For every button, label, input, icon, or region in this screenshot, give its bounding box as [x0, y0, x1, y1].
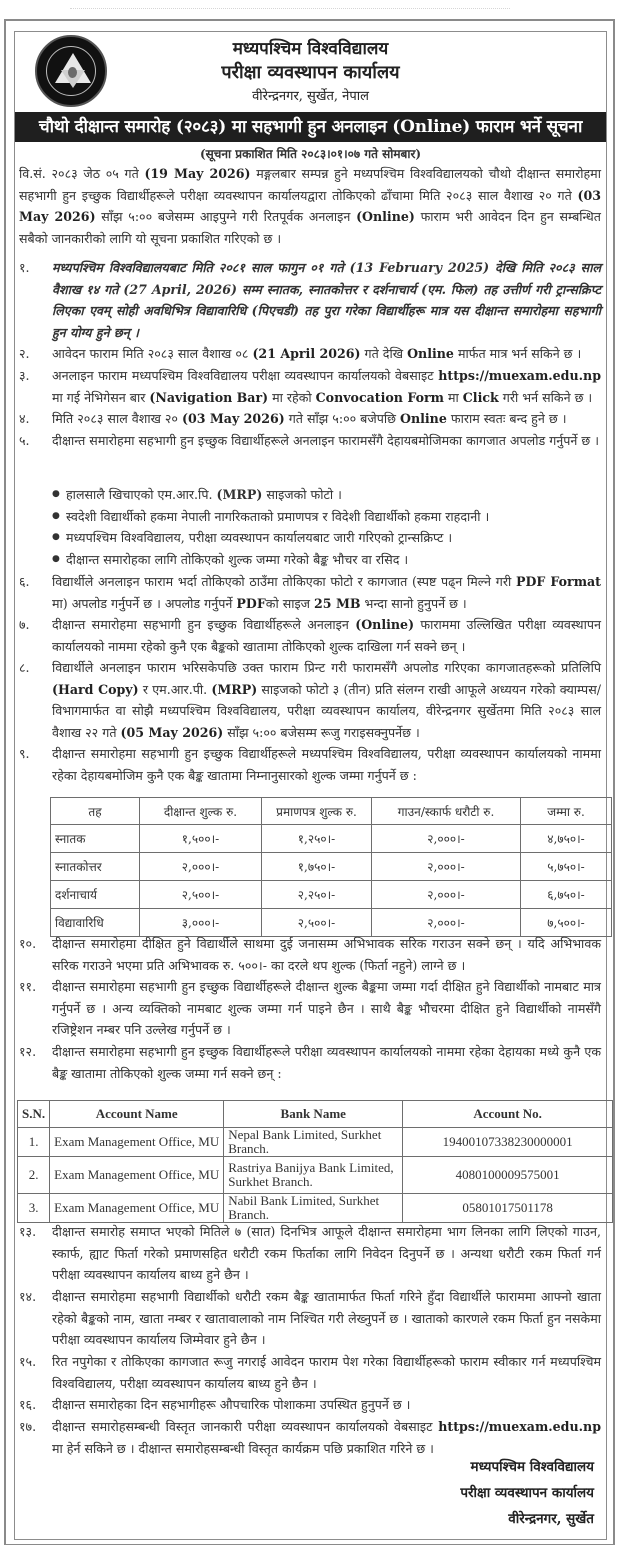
list-item: ८. विद्यार्थीले अनलाइन फाराम भरिसकेपछि उक्त फाराम प्रिन्ट गरी फारामसँगै अपलोड गरिएका कागजातहरूको प्रतिलिपि (Hard Copy) र एम.आर.पी. (MRP) साइजको फोटो ३ (तीन) प्रति संलग्न राखी आफूले अध्ययन गरेको क्याम्पस/विभागमार्फत वा सोझै मध्यपश्चिम विश्वविद्यालय, परीक्षा व्यवस्थापन कार्यालय, वीरेन्द्रनगर सुर्खेतमा मिति २०८३ साल वैशाख २२ गते (05 May 2026) साँझ ५:०० बजेसम्म रूजु गराइसक्नुपर्नेछ । [19, 660, 601, 740]
account-number: 19400107338230000001 [403, 1128, 613, 1157]
list-item: ७. दीक्षान्त समारोहमा सहभागी हुन इच्छुक विद्यार्थीहरूले अनलाइन (Online) फाराममा उल्लिखित परीक्षा व्यवस्थापन कार्यालयको नाममा रहेको कुनै एक बैङ्कको खातामा तोकिएको शुल्क दाखिला गर्न सक्ने छन् । [19, 617, 601, 654]
column-header: S.N. [18, 1101, 50, 1128]
website-link[interactable]: https://muexam.edu.np [438, 1419, 601, 1434]
column-header: प्रमाणपत्र शुल्क रु. [262, 798, 372, 825]
notice-document [14, 31, 607, 1540]
university-name: मध्यपश्चिम विश्वविद्यालय [232, 39, 389, 59]
bullet-item: ● हालसालै खिचाएको एम.आर.पि. (MRP) साइजको फोटो । [52, 484, 602, 506]
notice-header [15, 32, 606, 112]
office-location: वीरेन्द्रनगर, सुर्खेत, नेपाल [252, 89, 369, 104]
list-item: १७. दीक्षान्त समारोहसम्बन्धी विस्तृत जानकारी परीक्षा व्यवस्थापन कार्यालयको वेबसाइट https://muexam.edu.np मा हेर्न सकिने छ । दीक्षान्त समारोहसम्बन्धी विस्तृत कार्यक्रम पछि प्रकाशित गरिने छ । [19, 1419, 601, 1456]
list-item: १. मध्यपश्चिम विश्वविद्यालयबाट मिति २०८१ साल फागुन ०१ गते (13 February 2025) देखि मिति २०८३ साल वैशाख १४ गते (27 April, 2026) सम्म स्नातक, स्नातकोत्तर र दर्शनाचार्य (एम. फिल) तह उत्तीर्ण गरी ट्रान्सक्रिप्ट लिएका एवम् सोही अवधिभित्र विद्यावारिधि (पिएचडी) तह पुरा गरेका विद्यार्थीहरू मात्र यस दीक्षान्त समारोहमा सहभागी हुन योग्य हुने छन् । [19, 260, 601, 340]
list-item: ३. अनलाइन फाराम मध्यपश्चिम विश्वविद्यालय परीक्षा व्यवस्थापन कार्यालयको वेबसाइट https://muexam.edu.np मा गई नेभिगेसन बार (Navigation Bar) मा रहेको Convocation Form मा Click गरी भर्न सकिने छ । [19, 368, 601, 405]
column-header: गाउन/स्कार्फ धरौटी रु. [372, 798, 521, 825]
signature-location: वीरेन्द्रनगर, सुर्खेत [508, 1511, 594, 1527]
required-documents-list [52, 484, 602, 570]
account-number: 05801017501178 [403, 1194, 613, 1223]
table-row: विद्यावारिधि ३,०००।- २,५००।- २,०००।- ७,५००।- [51, 909, 612, 937]
website-link[interactable]: https://muexam.edu.np [438, 368, 601, 383]
table-row: स्नातकोत्तर २,०००।- १,७५०।- २,०००।- ५,७५०।- [51, 853, 612, 881]
signature-block [460, 1454, 594, 1532]
list-item: ५. दीक्षान्त समारोहमा सहभागी हुन इच्छुक विद्यार्थीहरूले अनलाइन फारामसँगै देहायबमोजिमका कागजात अपलोड गर्नुपर्ने छ । [19, 433, 600, 448]
list-item: ९. दीक्षान्त समारोहमा सहभागी हुन इच्छुक विद्यार्थीहरूले मध्यपश्चिम विश्वविद्यालय, परीक्षा व्यवस्थापन कार्यालयको नाममा रहेका देहायबमोजिम कुनै एक बैङ्क खातामा निम्नानुसारको शुल्क जम्मा गर्नुपर्ने छ : [19, 746, 601, 783]
table-row: 2. Exam Management Office, MU Rastriya Banijya Bank Limited, Surkhet Branch. 4080100009575001 [18, 1157, 613, 1194]
column-header: Account Name [50, 1101, 224, 1128]
list-item: १५. रित नपुगेका र तोकिएका कागजात रूजु नगराई आवेदन फाराम पेश गरेका विद्यार्थीहरूको फाराम स्वीकार गर्न मध्यपश्चिम विश्वविद्यालय, परीक्षा व्यवस्थापन कार्यालय बाध्य हुने छैन । [19, 1354, 602, 1391]
signature-office: परीक्षा व्यवस्थापन कार्यालय [460, 1485, 594, 1501]
bank-account-table [17, 1100, 613, 1223]
bank-table-header [18, 1101, 613, 1128]
list-item: ४. मिति २०८३ साल वैशाख २० (03 May 2026) गते साँझ ५:०० बजेपछि Online फाराम स्वतः बन्द हुने छ । [19, 411, 567, 426]
column-header: Account No. [403, 1101, 613, 1128]
table-row: 3. Exam Management Office, MU Nabil Bank Limited, Surkhet Branch. 05801017501178 [18, 1194, 613, 1223]
office-name: परीक्षा व्यवस्थापन कार्यालय [221, 62, 400, 83]
list-item: १६. दीक्षान्त समारोहका दिन सहभागीहरू औपचारिक पोशाकमा उपस्थित हुनुपर्ने छ । [19, 1397, 411, 1412]
bullet-item: ● मध्यपश्चिम विश्वविद्यालय, परीक्षा व्यवस्थापन कार्यालयबाट जारी गरिएको ट्रान्सक्रिप्ट । [52, 527, 602, 549]
fee-table-header [51, 798, 612, 825]
table-row: दर्शनाचार्य २,५००।- २,२५०।- २,०००।- ६,७५०।- [51, 881, 612, 909]
list-item: १३. दीक्षान्त समारोह समाप्त भएको मितिले ७ (सात) दिनभित्र आफूले दीक्षान्त समारोहमा भाग लिनका लागि लिएको गाउन, स्कार्फ, ह्याट फिर्ता गरेको प्रमाणसहित धरौटी रकम फिर्ताका लागि निवेदन दिनुपर्ने छ । अन्यथा धरौटी रकम फिर्ता गर्न परीक्षा व्यवस्थापन कार्यालय बाध्य हुने छैन । [19, 1224, 601, 1282]
column-header: तह [51, 798, 140, 825]
signature-university: मध्यपश्चिम विश्वविद्यालय [470, 1459, 594, 1475]
notice-title: चौथो दीक्षान्त समारोह (२०८३) मा सहभागी हुन अनलाइन (Online) फाराम भर्ने सूचना [15, 112, 606, 142]
table-row: स्नातक १,५००।- १,२५०।- २,०००।- ४,७५०।- [51, 825, 612, 853]
list-item: ११. दीक्षान्त समारोहमा सहभागी हुन इच्छुक विद्यार्थीहरूले दीक्षान्त शुल्क बैङ्कमा जम्मा गर्दा दीक्षित हुने विद्यार्थीको नामबाट मात्र गर्नुपर्ने छ । अन्य व्यक्तिको नामबाट शुल्क जम्मा गर्न पाइने छैन । साथै बैङ्क भौचरमा दीक्षित हुने विद्यार्थीको नामसँगै रजिष्ट्रेशन नम्बर पनि उल्लेख गर्नुपर्ने छ । [19, 979, 601, 1037]
column-header: जम्मा रु. [521, 798, 612, 825]
list-item: १०. दीक्षान्त समारोहमा दीक्षित हुने विद्यार्थीले साथमा दुई जनासम्म अभिभावक सरिक गराउन सक्ने छन् । यदि अभिभावक सरिक गराउने भएमा प्रति अभिभावक रु. ५००।- का दरले थप शुल्क (फिर्ता नहुने) लाग्ने छ । [19, 936, 601, 973]
account-number: 4080100009575001 [403, 1157, 613, 1194]
list-item: १२. दीक्षान्त समारोहमा सहभागी हुन इच्छुक विद्यार्थीहरूले परीक्षा व्यवस्थापन कार्यालयको नाममा रहेका देहायका मध्ये कुनै एक बैङ्क खातामा तोकिएको शुल्क जम्मा गर्न सक्ने छन् : [19, 1044, 601, 1081]
intro-paragraph: वि.सं. २०८३ जेठ ०५ गते (19 May 2026) मङ्गलबार सम्पन्न हुने मध्यपश्चिम विश्वविद्यालयको चौथो दीक्षान्त समारोहमा सहभागी हुन इच्छुक विद्यार्थीहरूले परीक्षा व्यवस्थापन कार्यालयद्वारा तोकिएको ढाँचामा मिति २०८३ साल वैशाख २० गते (03 May 2026) साँझ ५:०० बजेसम्म आइपुग्ने गरी रितपूर्वक अनलाइन (Online) फाराम भरी आवेदन दिन हुन सम्बन्धित सबैको जानकारीको लागि यो सूचना प्रकाशित गरिएको छ । [19, 166, 601, 246]
fee-table [50, 797, 612, 937]
list-item: १४. दीक्षान्त समारोहमा सहभागी विद्यार्थीको धरौटी रकम बैङ्क खातामार्फत फिर्ता गरिने हुँदा विद्यार्थीले फाराममा आफ्नो खाता रहेको बैङ्कको नाम, खाता नम्बर र खातावालाको नाम निश्चित गरी लेख्नुपर्ने छ । खाताको कारणले रकम फिर्ता हुन नसकेमा परीक्षा व्यवस्थापन कार्यालय जिम्मेवार हुने छैन । [19, 1289, 601, 1347]
list-item: ६. विद्यार्थीले अनलाइन फाराम भर्दा तोकिएको ठाउँमा तोकिएका फोटो र कागजात (स्पष्ट पढ्न मिल्ने गरी PDF Format मा) अपलोड गर्नुपर्ने छ । अपलोड गर्नुपर्ने PDFको साइज 25 MB भन्दा सानो हुनुपर्ने छ । [19, 574, 601, 611]
column-header: दीक्षान्त शुल्क रु. [140, 798, 262, 825]
bullet-item: ● दीक्षान्त समारोहका लागि तोकिएको शुल्क जम्मा गरेको बैङ्क भौचर वा रसिद । [52, 549, 602, 571]
list-item: २. आवेदन फाराम मिति २०८३ साल वैशाख ०८ (21 April 2026) गते देखि Online मार्फत मात्र भर्न सकिने छ । [19, 346, 582, 361]
faded-top-line [70, 0, 510, 9]
table-row: 1. Exam Management Office, MU Nepal Bank Limited, Surkhet Branch. 19400107338230000001 [18, 1128, 613, 1157]
column-header: Bank Name [224, 1101, 403, 1128]
published-date: (सूचना प्रकाशित मिति २०८३।०१।०७ गते सोमबार) [199, 147, 422, 161]
bullet-item: ● स्वदेशी विद्यार्थीको हकमा नेपाली नागरिकताको प्रमाणपत्र र विदेशी विद्यार्थीको हकमा राहदानी । [52, 506, 602, 528]
